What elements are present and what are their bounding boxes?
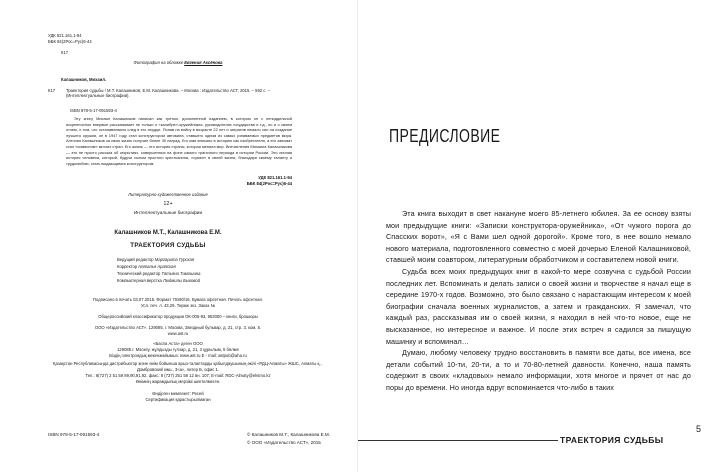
- credit-name: Маргарита Гурская: [154, 257, 195, 262]
- isbn-footer: ISBN 978-5-17-091593-4: [48, 432, 100, 437]
- age-rating: 12+: [163, 201, 173, 207]
- classifier-info: Общероссийский классификатор продукции ОК-005-93, 953000 – книги, брошюры: [98, 314, 258, 319]
- print-info: Усл. печ. л. 43,29. Тираж экз. Заказ №: [140, 303, 216, 308]
- credit-name: Наталья Арапская: [138, 264, 176, 269]
- book-title: ТРАЕКТОРИЯ СУДЬБЫ: [130, 242, 206, 249]
- imprint-line: Домбровский көш., 3«а», литер Б, офис 1.: [136, 367, 220, 372]
- imprint-line: Біздің электрондық мекенжайымыз: www.ast.ru Е - mail: astpub@aha.ru: [109, 353, 247, 358]
- preface-body: [386, 208, 691, 394]
- udk-code: УДК 821.161.1-94: [48, 33, 82, 38]
- credit-line: [117, 264, 176, 269]
- page-number: 5: [696, 424, 702, 434]
- country-line: Сертификация қарастырылмаған: [145, 397, 211, 402]
- chapter-heading: ПРЕДИСЛОВИЕ: [389, 126, 501, 146]
- udk-code-right: УДК 821.161.1-94: [258, 175, 292, 180]
- credit-name: Людмилы Быковой: [163, 278, 201, 283]
- running-title: ТРАЕКТОРИЯ СУДЬБЫ: [560, 435, 664, 445]
- right-page: [358, 0, 716, 472]
- series-label: Интеллектуальные биографии: [133, 211, 203, 216]
- country-line: Өндірген мемлекет: Ресей: [152, 391, 204, 396]
- credit-role: Компьютерная верстка: [117, 278, 162, 283]
- imprint-line: «Баспа Аста» деген ООО: [153, 341, 203, 346]
- credit-role: Ведущий редактор: [117, 257, 154, 262]
- catalog-margin-sign: К17: [48, 88, 56, 93]
- bbk-code: ББК 84(2Рос=Рус)6-44: [48, 39, 92, 44]
- publisher-site: www.ast.ru: [167, 331, 189, 336]
- catalog-isbn: ISBN 978-5-17-091593-4: [70, 108, 117, 113]
- copyright-line: © Калашников М.Т., Калашникова Е.М.: [247, 432, 331, 437]
- photo-credit-name: Евгения Аксёнова: [184, 60, 223, 65]
- footer-rule: [358, 440, 558, 441]
- paragraph: Судьба всех моих предыдущих книг в какой-то мере созвучна с судьбой России последних лет. Вспоминать и делать записи о своей жизни и творчестве я начал еще в середине 1970-х годов. Возможно, это было связано с нарастающим интересом к моей биографии сначала военных журналистов, а затем и гражданских. Я замечал, что каждый раз, рассказывая им о своей жизни, я находил в ней что-то новое, еще не высказанное, но интересное и важное. И после этих встреч я садился за пишущую машинку и вспоминал…: [386, 266, 691, 346]
- author-sign: К17: [61, 50, 69, 55]
- imprint-line: 129085 г. Мәскеу, жұлдызды гүлзар, д. 21, 3 құрылым, 5 бөлме: [117, 347, 239, 352]
- credit-role: Корректор: [117, 264, 138, 269]
- paragraph: Думаю, любому человеку трудно восстановить в памяти все даты, все имена, все детали событий 10-ти, 20-ти, а то и 70-80-летней давности. Конечно, наша память содержит в своих «кладовых» немало информации, хотя многое и прячет от нас до поры до времени. Но иногда вдруг вспоминается что-либо в таких: [386, 348, 691, 392]
- publisher-address: ООО «Издательство АСТ». 129085, г. Москва, Звездный бульвар, д. 21, стр. 3, ком. 5.: [94, 325, 262, 330]
- credit-role: Технический редактор: [117, 271, 161, 276]
- annotation-text: Эту книгу Михаил Калашников написал как третью, дополненной изданием, в котором он с неподдельной искренностью впервые рассказывает не только о «калибре»-оружейниках, руководителях государства и т.д., но и о своем отчем, о том, что останавливало след в его сердце. Попав на войну в возрасте 22 лет и затратив немало сил на создание лучшего оружия, он в 1947 году стал конструктором автомата, ставшего одним из самых узнаваемых предметов мира. Антонио Калашников за свою жизнь получил более 30 наград. Его имя вписано в историю как изобретателя, а его автомат стал «символом» многих стран. Его жизнь — это история страны, которая меняла мир. Впечатления Михаила Калашникова — это не просто рассказ об открытиях, совершенных на фоне самого трагичного периода в истории России. Это личная история человека, который, будучи сыном простого крестьянина, «сумел» в своей жизни, благодаря своему таланту и трудолюбию, стать выдающимся конструктором.: [66, 116, 292, 166]
- imprint-line: Өнімнің жарамдылық мерзімі шектелмеген.: [135, 379, 221, 384]
- genre-label: Литературно-художественное издание: [128, 192, 208, 197]
- credit-line: [117, 278, 200, 283]
- copyright-line: © ООО «Издательство АСТ», 2015: [247, 440, 321, 445]
- credit-line: [117, 257, 194, 262]
- credit-name: Татьяна Тимошина: [161, 271, 201, 276]
- print-info: Подписано в печать 03.07.2015. Формат 70x90/16. Бумага офсетная. Печать офсетная.: [93, 297, 263, 302]
- paragraph: Эта книга выходит в свет накануне моего 85-летнего юбилея. За ее основу взяты мои предыдущие книги: «Записки конструктора-оружейника», «От чужого порога до Спасских ворот», «Я с Вами шел одной дорогой». Кроме того, в нее вошло немало нового материала, подготовленного совместно с моей дочерью Еленой Калашниковой, ставшей моим соавтором, литературным обработчиком и составителем новой книги.: [386, 209, 691, 265]
- book-authors: Калашников М.Т., Калашникова Е.М.: [114, 230, 222, 236]
- imprint-line: Қазақстан Республикасында дистрибьютор және өнім бойынша арыз-талаптарды қабылдаушының өкілі «РДЦ-Алматы» ЖШС, Алматы қ.,: [53, 361, 322, 366]
- credit-line: [117, 271, 200, 276]
- bbk-code-right: ББК 84(2Рос=Рус)6-44: [246, 181, 292, 186]
- photo-credit-label: Фотография на обложке: [133, 60, 184, 65]
- photo-credit: [88, 60, 268, 65]
- catalog-author: Калашников, Михаил.: [61, 77, 107, 82]
- catalog-citation: Траектория судьбы / М.Т. Калашников, Е.М. Калашникова. – Москва : Издательство АСТ, 2015. – 592 с. – (Интеллектуальные биографии).: [66, 88, 271, 99]
- imprint-line: Тел.: 8(727) 2 51 59 89,90,91,92, факс: 8 (727) 251 58 12 вн. 107; E-mail: RDC-Almaty@eksmo.kz: [85, 373, 271, 378]
